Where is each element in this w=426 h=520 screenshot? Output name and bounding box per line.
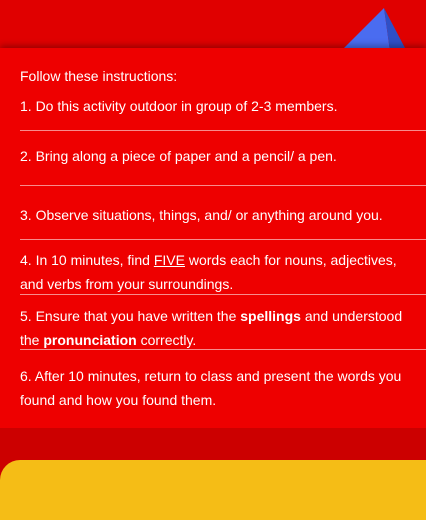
step-5-bold-spellings: spellings	[240, 308, 301, 324]
next-section-panel	[0, 460, 426, 520]
instructions-heading: Follow these instructions:	[20, 68, 178, 84]
instruction-step-3: 3. Observe situations, things, and/ or anything around you.	[20, 207, 383, 223]
instruction-step-5	[20, 304, 420, 352]
step-5-text-2: and understood the	[20, 308, 403, 348]
step-5-bold-pronunciation: pronunciation	[43, 332, 137, 348]
instruction-step-2: 2. Bring along a piece of paper and a pencil/ a pen.	[20, 148, 337, 164]
step-5-text-3: correctly.	[136, 332, 197, 348]
instruction-step-1: 1. Do this activity outdoor in group of 2-3 members.	[20, 98, 338, 114]
instruction-step-6: 6. After 10 minutes, return to class and present the words you found and how you found them.	[20, 368, 402, 408]
divider	[20, 349, 426, 350]
divider	[20, 130, 426, 131]
step-4-text-start: 4. In 10 minutes, find	[20, 252, 154, 268]
step-5-text-1: 5. Ensure that you have written the	[20, 308, 241, 324]
divider	[20, 239, 426, 240]
divider	[20, 294, 426, 295]
divider	[20, 185, 426, 186]
instruction-step-4	[20, 248, 420, 296]
step-4-text-end: words each for nouns, adjectives, and verbs from your surroundings.	[20, 252, 397, 292]
step-4-emphasis: FIVE	[153, 252, 185, 268]
